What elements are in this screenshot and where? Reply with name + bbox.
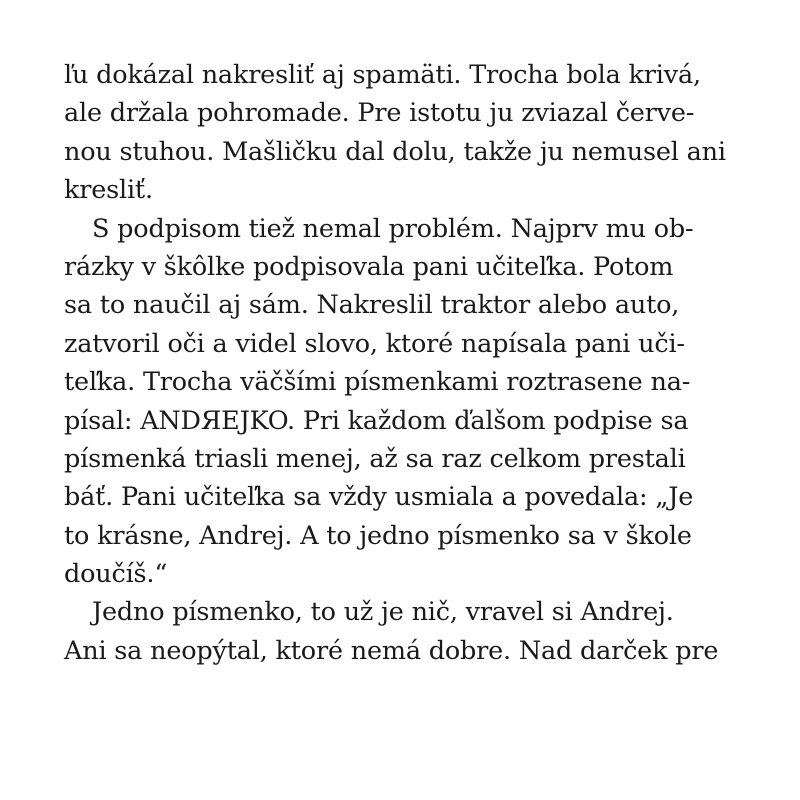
text-line: báť. Pani učiteľka sa vždy usmiala a povedala: „Je [64, 482, 694, 513]
text-line: teľka. Trocha väčšími písmenkami roztrasene na- [64, 367, 691, 398]
text-line: rázky v škôlke podpisovala pani učiteľka. Potom [64, 251, 674, 282]
paragraph-start-line: Jedno písmenko, to už je nič, vravel si Andrej. [92, 597, 674, 628]
text-line: ľu dokázal nakresliť aj spamäti. Trocha bola krivá, [64, 60, 701, 90]
text-line: doučíš.“ [64, 559, 168, 590]
paragraph-start-line: S podpisom tiež nemal problém. Najprv mu ob- [92, 213, 694, 244]
text-line: kresliť. [64, 175, 153, 206]
text-line: zatvoril oči a videl slovo, ktoré napísala pani uči- [64, 328, 685, 359]
text-line: písmenká triasli menej, až sa raz celkom prestali [64, 443, 686, 474]
text-line: ale držala pohromade. Pre istotu ju zviazal červe- [64, 98, 695, 129]
text-line: nou stuhou. Mašličku dal dolu, takže ju nemusel ani [64, 136, 726, 167]
text-line: sa to naučil aj sám. Nakreslil traktor alebo auto, [64, 290, 680, 321]
text-line: písal: ANDЯEJKO. Pri každom ďalšom podpise sa [64, 405, 689, 436]
text-line: Ani sa neopýtal, ktoré nemá dobre. Nad darček pre [64, 635, 719, 666]
text-line: to krásne, Andrej. A to jedno písmenko sa v škole [64, 520, 692, 551]
body-text [64, 56, 754, 670]
